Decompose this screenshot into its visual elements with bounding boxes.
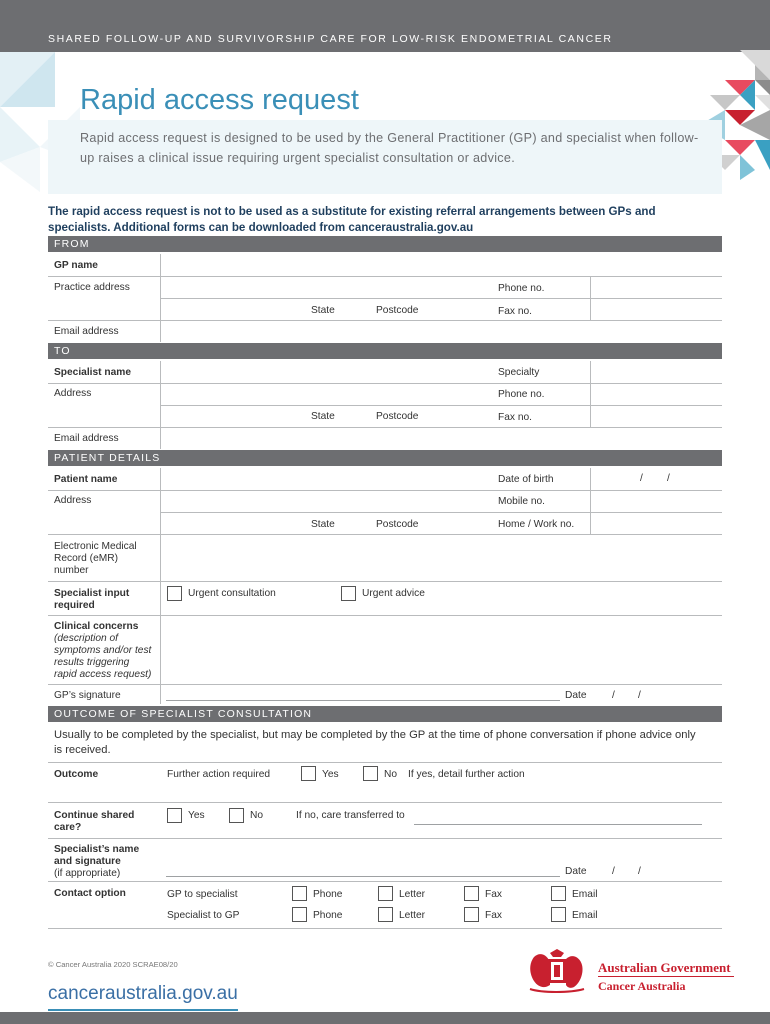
yes-label: Yes xyxy=(322,769,339,780)
specialist-sig-label: Specialist’s name and signature xyxy=(54,844,140,867)
section-from-header: FROM xyxy=(48,236,722,252)
divider xyxy=(160,298,722,299)
divider xyxy=(48,802,722,803)
date-slash: / xyxy=(612,690,615,701)
gp-name-label: GP name xyxy=(54,260,98,271)
gp-email-checkbox[interactable] xyxy=(551,886,566,901)
further-action-no-checkbox[interactable] xyxy=(363,766,378,781)
gp-signature-label: GP’s signature xyxy=(54,690,121,701)
signature-line[interactable] xyxy=(166,700,560,701)
coat-of-arms-icon xyxy=(520,947,592,997)
postcode-label: Postcode xyxy=(376,411,419,422)
fax-label: Fax xyxy=(485,889,502,900)
divider xyxy=(48,534,722,535)
postcode-label: Postcode xyxy=(376,305,419,316)
divider xyxy=(590,277,591,321)
email-label: Email xyxy=(572,910,598,921)
urgent-consultation-label: Urgent consultation xyxy=(188,588,276,599)
email-label: Email xyxy=(572,889,598,900)
emr-label: Electronic Medical Record (eMR) number xyxy=(54,541,137,576)
divider xyxy=(48,838,722,839)
divider xyxy=(160,468,161,704)
fax-label: Fax no. xyxy=(498,412,532,423)
sp-letter-checkbox[interactable] xyxy=(378,907,393,922)
clinical-concerns-label: Clinical concerns xyxy=(54,621,139,632)
date-label: Date xyxy=(565,690,587,701)
fax-label: Fax no. xyxy=(498,306,532,317)
outcome-label: Outcome xyxy=(54,769,99,780)
further-action-label: Further action required xyxy=(167,769,271,780)
outcome-info: Usually to be completed by the specialist, but may be completed by the GP at the time of phone conversation if phone advice only is received. xyxy=(54,729,696,756)
divider xyxy=(48,383,722,384)
section-outcome-header: OUTCOME OF SPECIALIST CONSULTATION xyxy=(48,706,722,722)
address-label: Address xyxy=(54,388,92,399)
section-patient-header: PATIENT DETAILS xyxy=(48,450,722,466)
divider xyxy=(48,615,722,616)
urgent-advice-label: Urgent advice xyxy=(362,588,425,599)
sp-fax-checkbox[interactable] xyxy=(464,907,479,922)
top-banner xyxy=(0,0,770,52)
divider xyxy=(48,684,722,685)
transferred-to-line[interactable] xyxy=(414,824,702,825)
section-to-header: TO xyxy=(48,343,722,359)
logo-rule xyxy=(598,976,734,977)
email-label: Email address xyxy=(54,326,119,337)
notice-link[interactable]: canceraustralia.gov.au xyxy=(348,220,474,234)
date-slash: / xyxy=(638,866,641,877)
phone-label: Phone no. xyxy=(498,389,545,400)
sp-phone-checkbox[interactable] xyxy=(292,907,307,922)
if-appropriate-label: (if appropriate) xyxy=(54,868,121,879)
if-yes-label: If yes, detail further action xyxy=(408,769,525,780)
postcode-label: Postcode xyxy=(376,519,419,530)
further-action-yes-checkbox[interactable] xyxy=(301,766,316,781)
practice-address-label: Practice address xyxy=(54,282,130,293)
fax-label: Fax xyxy=(485,910,502,921)
page-title: Rapid access request xyxy=(80,84,359,116)
specialist-to-gp-label: Specialist to GP xyxy=(167,910,240,921)
copyright-text: © Cancer Australia 2020 SCRAE08/20 xyxy=(48,960,178,969)
if-no-label: If no, care transferred to xyxy=(296,810,405,821)
australian-government-logo xyxy=(520,947,740,997)
notice-body: The rapid access request is not to be used as a substitute for existing referral arrangements between GPs and specialists. Additional forms can be downloaded from xyxy=(48,205,656,234)
divider xyxy=(48,928,722,929)
divider xyxy=(48,490,722,491)
dob-label: Date of birth xyxy=(498,474,554,485)
intro-text: Rapid access request is designed to be used by the General Practitioner (GP) and specialist when follow-up raises a clinical issue requiring urgent specialist consultation or advice. xyxy=(80,131,699,165)
email-label: Email address xyxy=(54,433,119,444)
bottom-bar xyxy=(0,1012,770,1024)
clinical-concerns-note: (description of symptoms and/or test results triggering rapid access request) xyxy=(54,633,152,680)
logo-agency-text: Cancer Australia xyxy=(598,979,686,993)
logo-government-text: Australian Government xyxy=(598,960,731,975)
specialty-label: Specialty xyxy=(498,367,540,378)
divider xyxy=(48,881,722,882)
divider xyxy=(48,276,722,277)
footer-underline xyxy=(48,1009,238,1011)
gp-phone-checkbox[interactable] xyxy=(292,886,307,901)
date-label: Date xyxy=(565,866,587,877)
continue-yes-checkbox[interactable] xyxy=(167,808,182,823)
divider xyxy=(48,762,722,763)
no-label: No xyxy=(384,769,398,780)
sp-email-checkbox[interactable] xyxy=(551,907,566,922)
phone-label: Phone no. xyxy=(498,283,545,294)
gp-to-specialist-label: GP to specialist xyxy=(167,889,238,900)
date-slash: / xyxy=(612,866,615,877)
divider xyxy=(590,468,591,534)
letter-label: Letter xyxy=(399,910,426,921)
divider xyxy=(48,320,722,321)
state-label: State xyxy=(311,411,335,422)
home-work-label: Home / Work no. xyxy=(498,519,575,530)
signature-line[interactable] xyxy=(166,876,560,877)
notice-text xyxy=(48,204,698,235)
divider xyxy=(590,361,591,427)
contact-option-label: Contact option xyxy=(54,888,126,899)
urgent-advice-checkbox[interactable] xyxy=(341,586,356,601)
footer-url-link[interactable]: canceraustralia.gov.au xyxy=(48,983,238,1004)
specialist-name-label: Specialist name xyxy=(54,367,132,378)
continue-no-checkbox[interactable] xyxy=(229,808,244,823)
date-slash: / xyxy=(638,690,641,701)
divider xyxy=(48,427,722,428)
dob-slash: / xyxy=(667,473,670,484)
dob-slash: / xyxy=(640,473,643,484)
state-label: State xyxy=(311,519,335,530)
mobile-label: Mobile no. xyxy=(498,496,546,507)
phone-label: Phone xyxy=(313,889,343,900)
phone-label: Phone xyxy=(313,910,343,921)
urgent-consultation-checkbox[interactable] xyxy=(167,586,182,601)
input-required-label: Specialist input required xyxy=(54,588,130,611)
continue-shared-label: Continue shared care? xyxy=(54,810,135,833)
divider xyxy=(160,512,722,513)
patient-name-label: Patient name xyxy=(54,474,118,485)
letter-label: Letter xyxy=(399,889,426,900)
no-label: No xyxy=(250,810,264,821)
divider xyxy=(160,405,722,406)
state-label: State xyxy=(311,305,335,316)
gp-fax-checkbox[interactable] xyxy=(464,886,479,901)
divider xyxy=(48,581,722,582)
yes-label: Yes xyxy=(188,810,205,821)
gp-letter-checkbox[interactable] xyxy=(378,886,393,901)
banner-text: SHARED FOLLOW-UP AND SURVIVORSHIP CARE FOR LOW-RISK ENDOMETRIAL CANCER xyxy=(48,33,613,45)
address-label: Address xyxy=(54,495,92,506)
